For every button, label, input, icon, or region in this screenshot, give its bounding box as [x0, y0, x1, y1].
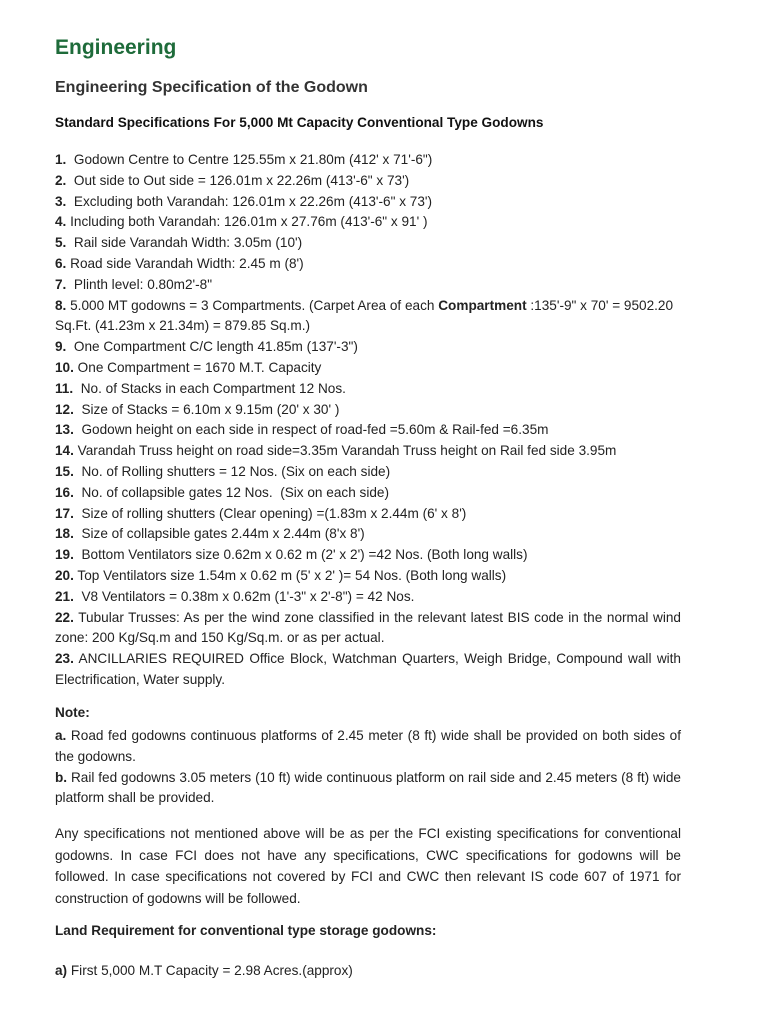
- item-text: One Compartment C/C length 41.85m (137'-3"): [66, 339, 358, 355]
- item-text: One Compartment = 1670 M.T. Capacity: [73, 359, 322, 375]
- item-number: 5.: [55, 235, 67, 251]
- item-number: 12.: [55, 401, 74, 417]
- note-item: [55, 726, 681, 768]
- spec-item: [55, 254, 681, 275]
- item-text: Top Ventilators size 1.54m x 0.62 m (5' x 2' )= 54 Nos. (Both long walls): [73, 567, 507, 583]
- item-text: Bottom Ventilators size 0.62m x 0.62 m (2' x 2') =42 Nos. (Both long walls): [73, 547, 528, 563]
- item-text: Size of Stacks = 6.10m x 9.15m (20' x 30' ): [73, 401, 340, 417]
- notes-list: [55, 726, 681, 809]
- item-text: Road side Varandah Width: 2.45 m (8'): [66, 255, 304, 271]
- note-title: Note:: [55, 705, 90, 720]
- item-text: Varandah Truss height on road side=3.35m Varandah Truss height on Rail fed side 3.95m: [73, 443, 617, 459]
- item-text: Excluding both Varandah: 126.01m x 22.26m (413'-6" x 73'): [66, 193, 433, 209]
- item-text: Plinth level: 0.80m2'-8": [66, 276, 213, 292]
- spec-title: Standard Specifications For 5,000 Mt Capacity Conventional Type Godowns: [55, 115, 544, 130]
- item-text: Out side to Out side = 126.01m x 22.26m (413'-6" x 73'): [66, 172, 410, 188]
- spec-item: [55, 192, 681, 213]
- spec-item: [55, 420, 681, 441]
- item-number: 19.: [55, 547, 74, 563]
- spec-item: [55, 275, 681, 296]
- land-requirement-title: Land Requirement for conventional type storage godowns:: [55, 923, 437, 938]
- item-text: Tubular Trusses: As per the wind zone classified in the relevant latest BIS code in the normal wind zone: 200 Kg/Sq.m and 150 Kg/Sq.m. or as per actual.: [55, 609, 681, 646]
- spec-item: [55, 400, 681, 421]
- item-number: 6.: [55, 255, 67, 271]
- spec-item: [55, 233, 681, 254]
- land-item: [55, 963, 353, 978]
- item-number: 7.: [55, 276, 67, 292]
- item-number: 13.: [55, 422, 74, 438]
- spec-item: [55, 171, 681, 192]
- item-text: Size of rolling shutters (Clear opening) =(1.83m x 2.44m (6' x 8'): [73, 505, 467, 521]
- note-text: Rail fed godowns 3.05 meters (10 ft) wide continuous platform on rail side and 2.45 meters (8 ft) wide platform shall be provided.: [55, 769, 681, 806]
- item-number: 14.: [55, 443, 74, 459]
- note-text: Road fed godowns continuous platforms of 2.45 meter (8 ft) wide shall be provided on both sides of the godowns.: [55, 728, 681, 764]
- item-number: 11.: [55, 380, 74, 396]
- item-number: 1.: [55, 152, 67, 167]
- note-label: a.: [55, 728, 67, 743]
- spec-item: [55, 545, 681, 566]
- spec-item: [55, 296, 681, 338]
- item-number: 18.: [55, 526, 74, 542]
- item-text: V8 Ventilators = 0.38m x 0.62m (1'-3" x 2'-8") = 42 Nos.: [73, 588, 415, 604]
- note-label: b.: [55, 769, 68, 785]
- spec-item: [55, 608, 681, 650]
- spec-item: [55, 649, 681, 691]
- spec-item: [55, 379, 681, 400]
- spec-item: [55, 358, 681, 379]
- item-number: 23.: [55, 651, 74, 667]
- spec-item: [55, 462, 681, 483]
- item-text: No. of Stacks in each Compartment 12 Nos.: [73, 380, 346, 396]
- item-text: Godown height on each side in respect of road-fed =5.60m & Rail-fed =6.35m: [73, 422, 549, 438]
- item-number: 15.: [55, 463, 74, 479]
- spec-item: [55, 483, 681, 504]
- item-text: ANCILLARIES REQUIRED Office Block, Watchman Quarters, Weigh Bridge, Compound wall with Electrification, Water supply.: [55, 651, 681, 687]
- item-number: 21.: [55, 588, 74, 604]
- item-text: No. of Rolling shutters = 12 Nos. (Six on each side): [73, 463, 391, 479]
- item-number: 8.: [55, 297, 67, 313]
- item-text: Rail side Varandah Width: 3.05m (10'): [66, 235, 303, 251]
- item-number: 9.: [55, 339, 67, 355]
- item-text: Godown Centre to Centre 125.55m x 21.80m (412' x 71'-6"): [66, 152, 433, 167]
- section-subheading: Engineering Specification of the Godown: [55, 79, 368, 96]
- item-number: 16.: [55, 484, 74, 500]
- land-item-text: First 5,000 M.T Capacity = 2.98 Acres.(approx): [67, 963, 353, 978]
- item-number: 4.: [55, 214, 67, 230]
- item-text: No. of collapsible gates 12 Nos. (Six on each side): [73, 484, 389, 500]
- spec-item: [55, 441, 681, 462]
- item-number: 17.: [55, 505, 74, 521]
- item-number: 10.: [55, 359, 74, 375]
- item-text: Including both Varandah: 126.01m x 27.76m (413'-6" x 91' ): [66, 214, 428, 230]
- land-item-label: a): [55, 963, 68, 978]
- spec-item: [55, 524, 681, 545]
- item-bold-text: Compartment: [438, 297, 527, 313]
- spec-item: [55, 566, 681, 587]
- specifications-paragraph: Any specifications not mentioned above will be as per the FCI existing specifications for conventional godowns. In case FCI does not have any specifications, CWC specifications for godowns will be followed. In case specifications not covered by FCI and CWC then relevant IS code 607 of 1971 for construction of godowns will be followed.: [55, 826, 681, 906]
- item-text: 5.000 MT godowns = 3 Compartments. (Carpet Area of each: [66, 297, 439, 313]
- item-number: 20.: [55, 567, 74, 583]
- item-number: 22.: [55, 609, 74, 625]
- item-number: 2.: [55, 172, 67, 188]
- page-heading: Engineering: [55, 36, 177, 59]
- spec-item: [55, 504, 681, 525]
- spec-item: [55, 150, 681, 171]
- spec-item: [55, 337, 681, 358]
- spec-item: [55, 212, 681, 233]
- spec-item: [55, 587, 681, 608]
- item-number: 3.: [55, 193, 67, 209]
- item-text: Size of collapsible gates 2.44m x 2.44m (8'x 8'): [73, 526, 365, 542]
- spec-list: [55, 150, 681, 691]
- note-item: [55, 768, 681, 810]
- item-text: :135'-9" x 70' = 9502.20 Sq.Ft. (41.23m x 21.34m) = 879.85 Sq.m.): [55, 297, 674, 334]
